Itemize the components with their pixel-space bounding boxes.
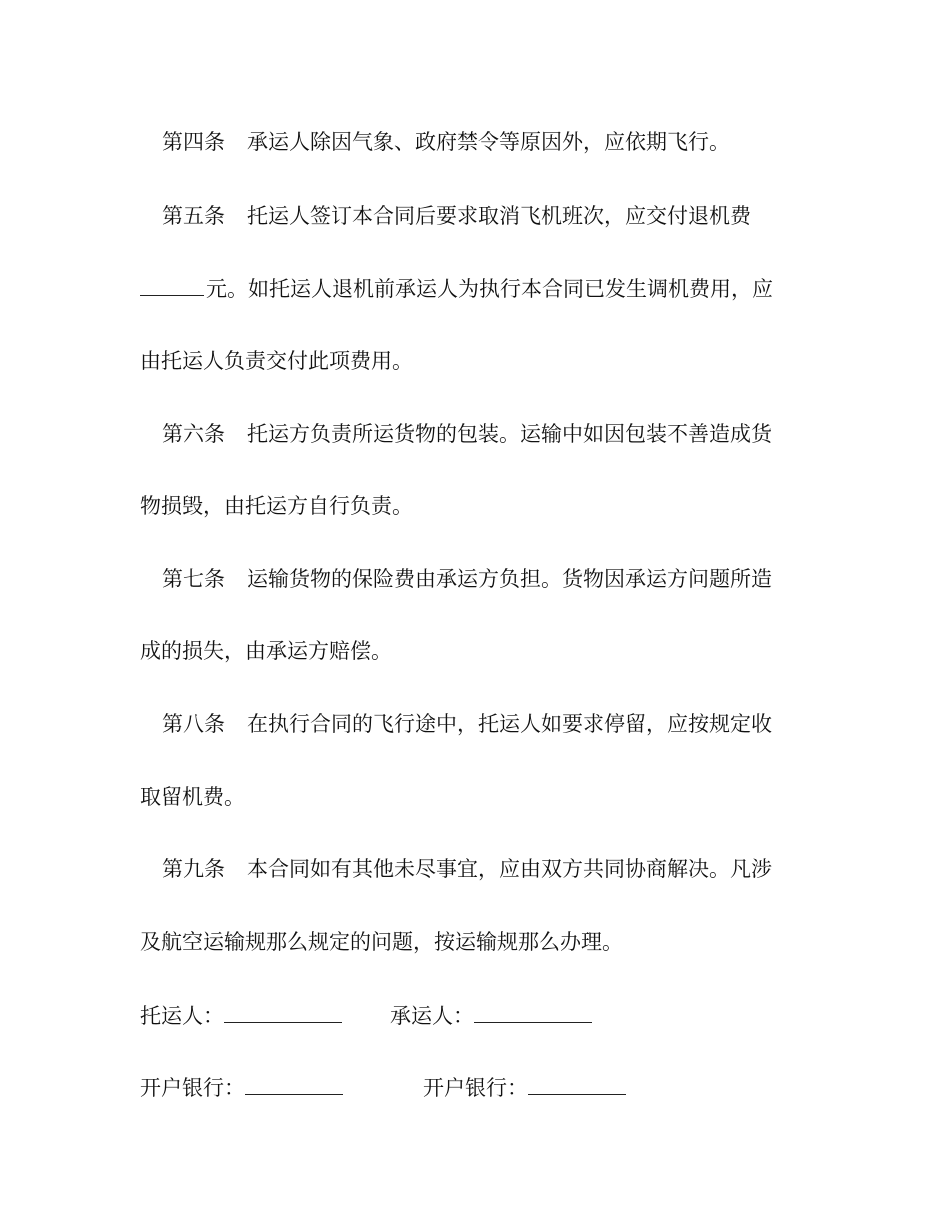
article-7-text-1: 运输货物的保险费由承运方负担。货物因承运方问题所造 (247, 567, 772, 591)
article-4-number: 第四条 (162, 130, 225, 154)
article-5-text-3: 由托运人负责交付此项费用。 (140, 349, 413, 373)
article-5-text-1: 托运人签订本合同后要求取消飞机班次，应交付退机费 (247, 204, 751, 228)
refund-fee-blank[interactable] (140, 275, 204, 296)
article-6-text-1: 托运方负责所运货物的包装。运输中如因包装不善造成货 (247, 422, 772, 446)
article-8-text-1: 在执行合同的飞行途中，托运人如要求停留，应按规定收 (247, 712, 772, 736)
article-8-number: 第八条 (162, 712, 225, 736)
shipper-signature-field (140, 1002, 342, 1030)
article-4-text: 承运人除因气象、政府禁令等原因外，应依期飞行。 (247, 130, 730, 154)
shipper-bank-blank[interactable] (245, 1074, 343, 1095)
article-7-line-1 (140, 565, 822, 593)
article-4-line-1 (140, 128, 822, 156)
article-7-text-2: 成的损失，由承运方赔偿。 (140, 639, 392, 663)
article-6-line-1 (140, 420, 822, 448)
carrier-bank-label: 开户银行： (423, 1076, 528, 1100)
article-9-text-1: 本合同如有其他未尽事宜，应由双方共同协商解决。凡涉 (247, 857, 772, 881)
article-6-line-2 (140, 492, 800, 520)
article-7-line-2 (140, 637, 800, 665)
article-5-line-3 (140, 347, 800, 375)
carrier-signature-field (390, 1002, 592, 1030)
article-7-number: 第七条 (162, 567, 225, 591)
shipper-bank-label: 开户银行： (140, 1076, 245, 1100)
article-5-line-1 (140, 202, 822, 230)
article-5-text-2: 元。如托运人退机前承运人为执行本合同已发生调机费用，应 (206, 277, 773, 301)
article-8-text-2: 取留机费。 (140, 785, 245, 809)
carrier-bank-blank[interactable] (528, 1074, 626, 1095)
shipper-label: 托运人： (140, 1004, 224, 1028)
article-5-number: 第五条 (162, 204, 225, 228)
carrier-label: 承运人： (390, 1004, 474, 1028)
article-6-text-2: 物损毁，由托运方自行负责。 (140, 494, 413, 518)
article-9-number: 第九条 (162, 857, 225, 881)
carrier-name-blank[interactable] (474, 1002, 592, 1023)
article-9-line-2 (140, 928, 800, 956)
article-8-line-1 (140, 710, 822, 738)
shipper-name-blank[interactable] (224, 1002, 342, 1023)
article-5-line-2 (140, 275, 800, 303)
article-8-line-2 (140, 783, 800, 811)
article-9-text-2: 及航空运输规那么规定的问题，按运输规那么办理。 (140, 930, 623, 954)
article-6-number: 第六条 (162, 422, 225, 446)
carrier-bank-field (423, 1074, 626, 1102)
article-9-line-1 (140, 855, 822, 883)
shipper-bank-field (140, 1074, 343, 1102)
